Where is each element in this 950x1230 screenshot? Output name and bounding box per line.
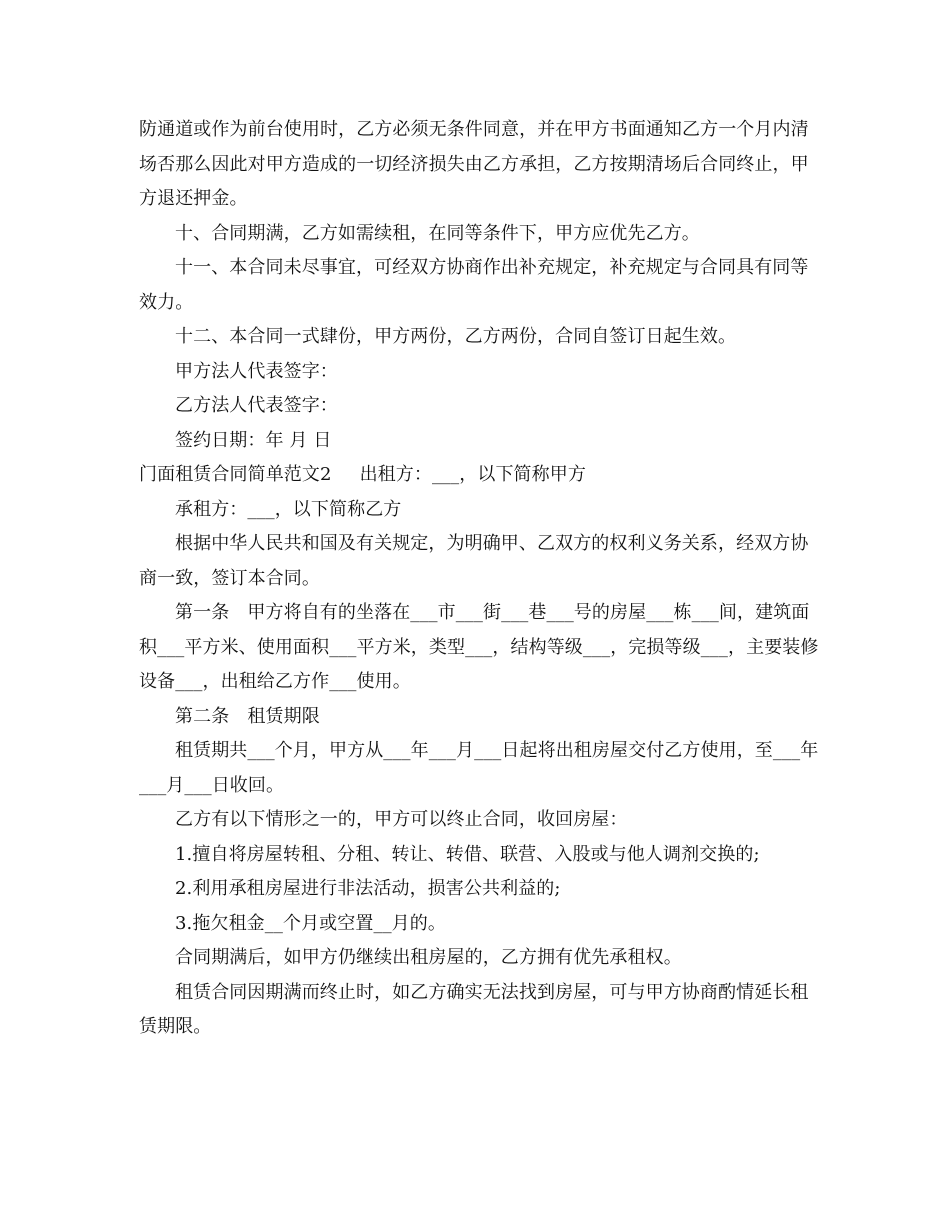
paragraph-clause-10: 十、合同期满，乙方如需续租，在同等条件下，甲方应优先乙方。 <box>175 222 700 244</box>
signature-party-a: 甲方法人代表签字： <box>175 360 338 382</box>
lessee-line: 承租方：___，以下简称乙方 <box>175 498 402 520</box>
signature-party-b: 乙方法人代表签字： <box>175 395 338 416</box>
paragraph-fire-passage: 防通道或作为前台使用时，乙方必须无条件同意，并在甲方书面通知乙方一个月内清场否那么因此对甲方造成的一切经济损失由乙方承担，乙方按期清场后合同终止，甲方退还押金。 <box>139 119 809 209</box>
paragraph-preamble: 根据中华人民共和国及有关规定，为明确甲、乙双方的权利义务关系，经双方协商一致，签订本合同。 <box>139 533 809 589</box>
article-1: 第一条 甲方将自有的坐落在___市___街___巷___号的房屋___栋___间，建筑面积___平方米、使用面积___平方米，类型___，结构等级___，完损等级___，主要装修设备___，出租给乙方作___使用。 <box>139 602 819 692</box>
priority-renewal: 合同期满后，如甲方仍继续出租房屋的，乙方拥有优先承租权。 <box>175 947 682 968</box>
signing-date: 签约日期：年 月 日 <box>175 429 332 451</box>
lease-term: 租赁期共___个月，甲方从___年___月___日起将出租房屋交付乙方使用，至___年___月___日收回。 <box>139 740 819 796</box>
lessor-line: 出租方：___，以下简称甲方 <box>359 464 586 485</box>
section-title-line <box>139 458 819 493</box>
condition-1: 1.擅自将房屋转租、分租、转让、转借、联营、入股或与他人调剂交换的; <box>175 843 760 865</box>
condition-2: 2.利用承租房屋进行非法活动，损害公共利益的; <box>175 878 561 899</box>
document-body <box>139 113 819 1045</box>
condition-3: 3.拖欠租金__个月或空置__月的。 <box>175 912 446 934</box>
section-title: 门面租赁合同简单范文2 <box>139 464 332 485</box>
extension-clause: 租赁合同因期满而终止时，如乙方确实无法找到房屋，可与甲方协商酌情延长租赁期限。 <box>139 981 809 1037</box>
article-2-heading: 第二条 租赁期限 <box>175 705 320 727</box>
termination-conditions: 乙方有以下情形之一的，甲方可以终止合同，收回房屋： <box>175 809 628 830</box>
paragraph-clause-11: 十一、本合同未尽事宜，可经双方协商作出补充规定，补充规定与合同具有同等效力。 <box>139 257 809 313</box>
paragraph-clause-12: 十二、本合同一式肆份，甲方两份，乙方两份，合同自签订日起生效。 <box>175 326 737 347</box>
